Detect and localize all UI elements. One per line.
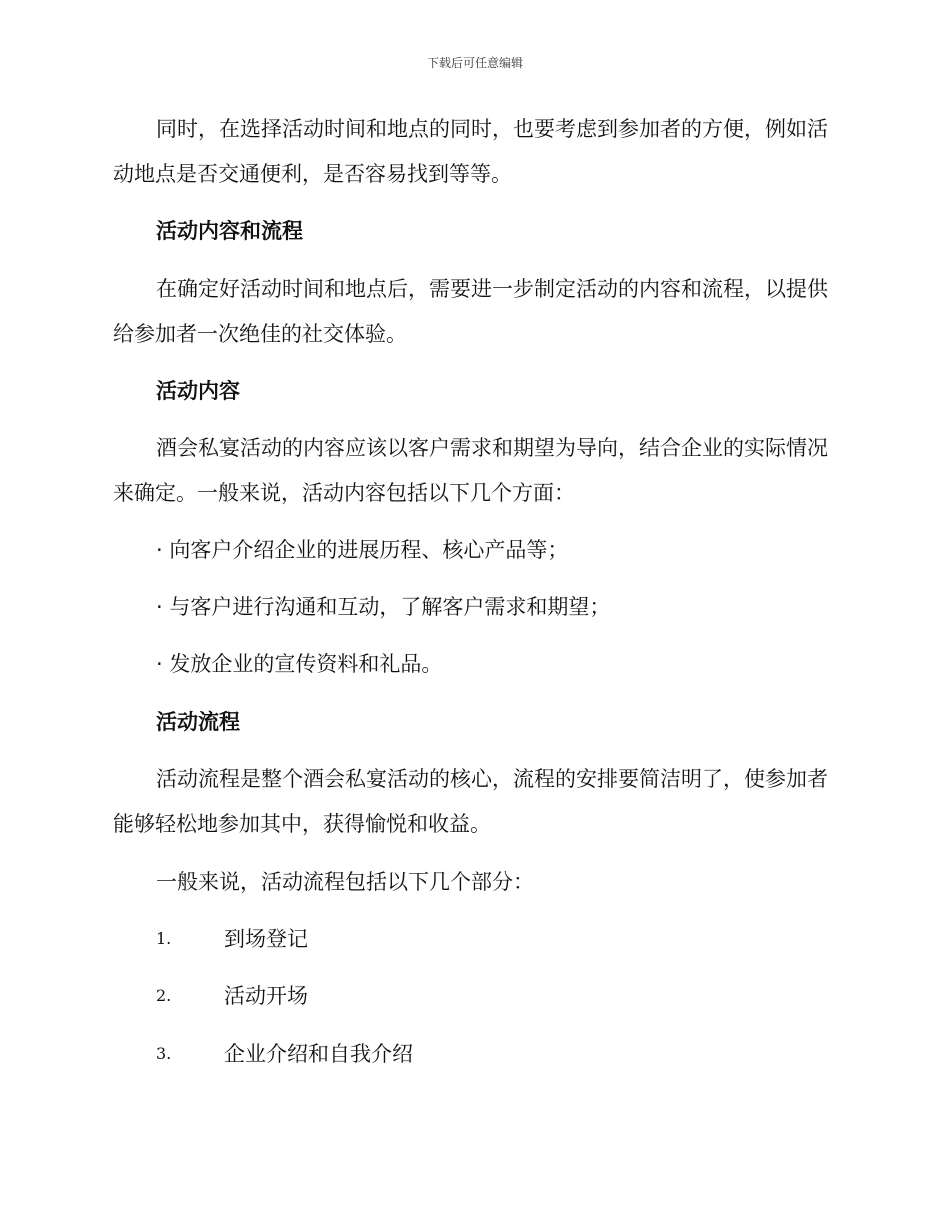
paragraph-text: 同时，在选择活动时间和地点的同时，也要考虑到参加者的方便，例如活动地点是否交通便利，是否容易找到等等。 (113, 117, 828, 186)
paragraph-content-description (113, 426, 837, 516)
paragraph-venue-convenience (113, 107, 837, 197)
paragraph-text: 一般来说，活动流程包括以下几个部分： (156, 870, 534, 894)
paragraph-text: 酒会私宴活动的内容应该以客户需求和期望为导向，结合企业的实际情况来确定。一般来说，活动内容包括以下几个方面： (113, 436, 828, 505)
paragraph-flow-parts-intro (113, 860, 837, 905)
list-item-text: 到场登记 (224, 927, 308, 951)
page-header: 下载后可任意编辑 (426, 56, 523, 70)
section-heading-content-and-flow: 活动内容和流程 (156, 219, 303, 243)
paragraph-flow-description (113, 757, 837, 847)
section-heading-content: 活动内容 (156, 379, 240, 403)
bullet-item: · 发放企业的宣传资料和礼品。 (156, 652, 443, 676)
section-heading-flow: 活动流程 (156, 710, 240, 734)
list-item-text: 活动开场 (224, 984, 308, 1008)
paragraph-text: 在确定好活动时间和地点后，需要进一步制定活动的内容和流程，以提供给参加者一次绝佳的社交体验。 (113, 277, 828, 346)
list-item-text: 企业介绍和自我介绍 (224, 1042, 413, 1066)
list-item-number: 1. (156, 929, 172, 948)
list-item-number: 3. (156, 1044, 172, 1063)
list-item-number: 2. (156, 986, 172, 1005)
paragraph-intro-content-flow (113, 267, 837, 357)
paragraph-text: 活动流程是整个酒会私宴活动的核心，流程的安排要简洁明了，使参加者能够轻松地参加其中，获得愉悦和收益。 (113, 767, 828, 836)
bullet-item: · 向客户介绍企业的进展历程、核心产品等； (156, 538, 569, 562)
bullet-item: · 与客户进行沟通和互动，了解客户需求和期望； (156, 595, 611, 619)
